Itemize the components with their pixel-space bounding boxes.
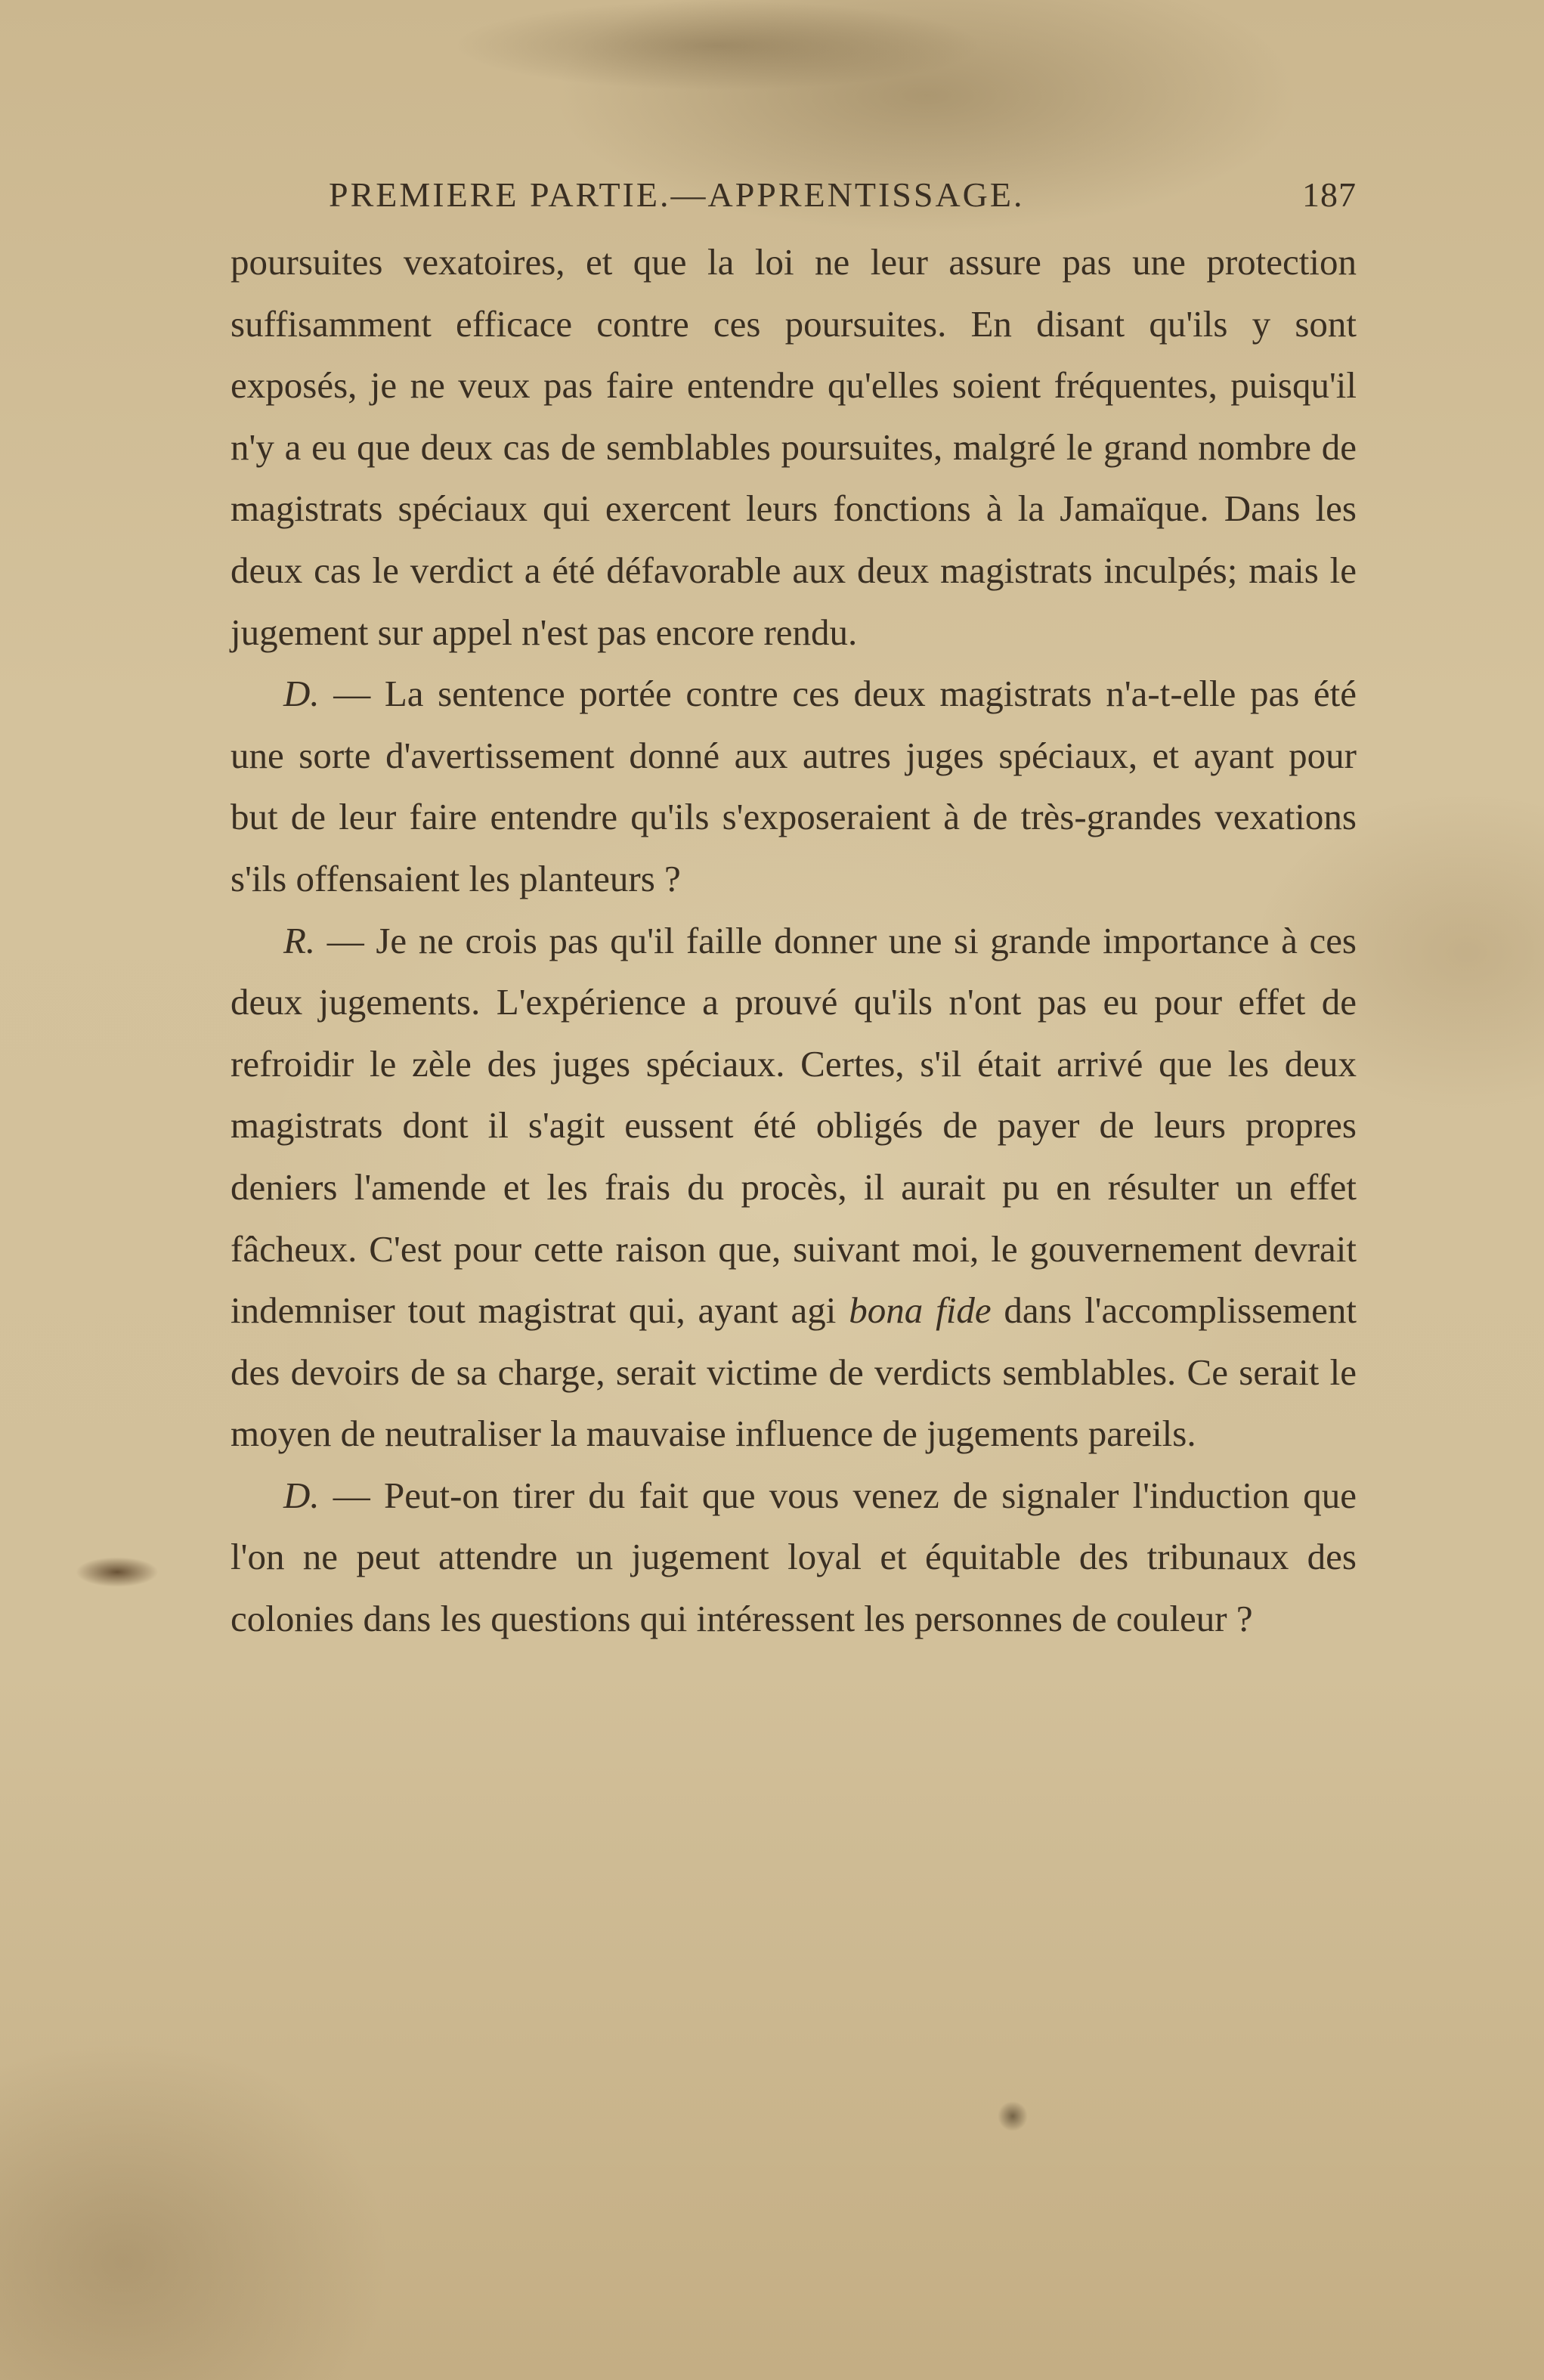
- running-head: [329, 171, 1357, 219]
- running-head-title: PREMIERE PARTIE.—APPRENTISSAGE.: [329, 175, 1025, 214]
- body-text: [231, 231, 1357, 1650]
- paragraph-question: [231, 1465, 1357, 1650]
- ink-stain: [76, 1557, 159, 1587]
- paragraph-text-continued: dans l'accomplissement des devoirs de sa charge, serait victime de verdicts semblables. Ce serait le moyen de neutraliser la mauvaise influence de jugements pareils.: [231, 1289, 1357, 1455]
- paragraph-question: [231, 663, 1357, 909]
- paragraph-text: poursuites vexatoires, et que la loi ne leur assure pas une protection suffisamment efficace contre ces poursuites. En disant qu'ils y sont exposés, je ne veux pas faire entendre qu'elles soient fréquentes, puisqu'il n'y a eu que deux cas de semblables poursuites, malgré le grand nombre de magistrats spéciaux qui exercent leurs fonctions à la Jamaïque. Dans les deux cas le verdict a été défavorable aux deux magistrats inculpés; mais le jugement sur appel n'est pas encore rendu.: [231, 241, 1357, 653]
- paragraph-text: Je ne crois pas qu'il faille donner une si grande importance à ces deux jugements. L'expérience a prouvé qu'ils n'ont pas eu pour effet de refroidir le zèle des juges spéciaux. Certes, s'il était arrivé que les deux magistrats dont il s'agit eussent été obligés de payer de leurs propres deniers l'amende et les frais du procès, il aurait pu en résulter un effet fâcheux. C'est pour cette raison que, suivant moi, le gouvernement devrait indemniser tout magistrat qui, ayant agi: [231, 919, 1357, 1332]
- speaker-dash: —: [319, 1474, 384, 1516]
- text-block: [231, 171, 1357, 1650]
- ink-spot: [998, 2101, 1028, 2131]
- paragraph-answer: [231, 910, 1357, 1465]
- speaker-label: D.: [283, 1474, 320, 1516]
- speaker-label: R.: [283, 919, 316, 961]
- paragraph: [231, 231, 1357, 663]
- speaker-dash: —: [315, 919, 376, 961]
- speaker-label: D.: [283, 673, 320, 715]
- speaker-dash: —: [319, 673, 385, 715]
- italic-phrase: bona fide: [849, 1289, 992, 1332]
- paper-stain: [453, 0, 982, 91]
- paragraph-text: La sentence portée contre ces deux magistrats n'a-t-elle pas été une sorte d'avertissement donné aux autres juges spéciaux, et ayant pour but de leur faire entendre qu'ils s'exposeraient à de très-grandes vexations s'ils offensaient les planteurs ?: [231, 673, 1357, 899]
- paragraph-text: Peut-on tirer du fait que vous venez de signaler l'induction que l'on ne peut attendre un jugement loyal et équitable des tribunaux des colonies dans les questions qui intéressent les personnes de couleur ?: [231, 1474, 1357, 1640]
- page-number: 187: [1302, 175, 1357, 214]
